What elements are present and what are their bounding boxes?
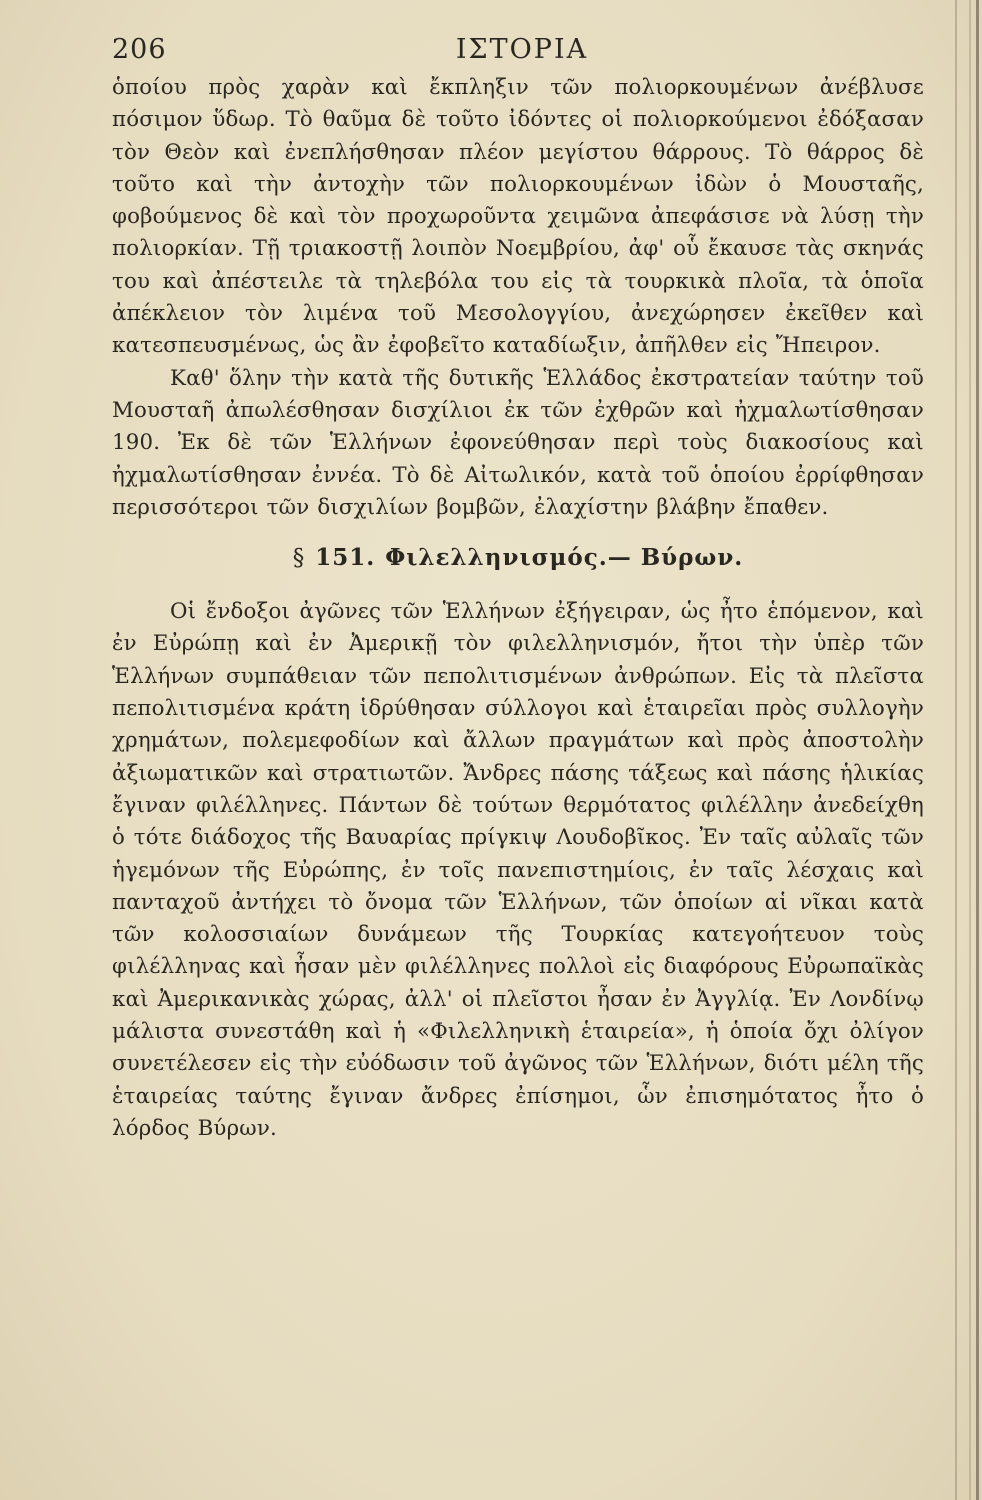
page-edge-line <box>976 0 979 1500</box>
body-text <box>112 72 924 1145</box>
section-sign: § <box>292 545 306 572</box>
paragraph: Καθ' ὅλην τὴν κατὰ τῆς δυτικῆς Ἑλλάδος ἐκστρατείαν ταύτην τοῦ Μουσταῆ ἀπωλέσθησαν δισχίλιοι ἐκ τῶν ἐχθρῶν καὶ ἠχμαλωτίσθησαν 190. Ἐκ δὲ τῶν Ἑλλήνων ἐφονεύθησαν περὶ τοὺς διακοσίους καὶ ἠχμαλωτίσθησαν ἐννέα. Τὸ δὲ Αἰτωλικόν, κατὰ τοῦ ὁποίου ἐρρίφθησαν περισσότεροι τῶν δισχιλίων βομβῶν, ἐλαχίστην βλάβην ἔπαθεν. <box>112 365 924 520</box>
page-edge-line <box>969 0 971 1500</box>
page-header <box>112 34 932 74</box>
paragraph: Οἱ ἔνδοξοι ἀγῶνες τῶν Ἑλλήνων ἐξήγειραν, ὡς ἦτο ἑπόμενον, καὶ ἐν Εὐρώπῃ καὶ ἐν Ἀμερικῇ τὸν φιλελληνισμόν, ἤτοι τὴν ὑπὲρ τῶν Ἑλλήνων συμπάθειαν τῶν πεπολιτισμένων ἀνθρώπων. Εἰς τὰ πλεῖστα πεπολιτισμένα κράτη ἱδρύθησαν σύλλογοι καὶ ἑταιρεῖαι πρὸς συλλογὴν χρημάτων, πολεμεφοδίων καὶ ἄλλων πραγμάτων καὶ πρὸς ἀποστολὴν ἀξιωματικῶν καὶ στρατιωτῶν. Ἄνδρες πάσης τάξεως καὶ πάσης ἡλικίας ἔγιναν φιλέλληνες. Πάντων δὲ τούτων θερμότατος φιλέλλην ἀνεδείχθη ὁ τότε διάδοχος τῆς Βαυαρίας πρίγκιψ Λουδοβῖκος. Ἐν ταῖς αὐλαῖς τῶν ἡγεμόνων τῆς Εὐρώπης, ἐν τοῖς πανεπιστημίοις, ἐν ταῖς λέσχαις καὶ πανταχοῦ ἀντήχει τὸ ὄνομα τῶν Ἑλλήνων, τῶν ὁποίων αἱ νῖκαι κατὰ τῶν κολοσσιαίων δυνάμεων τῆς Τουρκίας κατεγοήτευον τοὺς φιλέλληνας καὶ ἦσαν μὲν φιλέλληνες πολλοὶ εἰς διαφόρους Εὐρωπαϊκὰς καὶ Ἀμερικανικὰς χώρας, ἀλλ' οἱ πλεῖστοι ἦσαν ἐν Ἀγγλίᾳ. Ἐν Λονδίνῳ μάλιστα συνεστάθη καὶ ἡ «Φιλελληνικὴ ἑταιρεία», ἡ ὁποία ὄχι ὀλίγον συνετέλεσεν εἰς τὴν εὐόδωσιν τοῦ ἀγῶνος τῶν Ἑλλήνων, διότι μέλη τῆς ἑταιρείας ταύτης ἔγιναν ἄνδρες ἐπίσημοι, ὧν ἐπισημότατος ἦτο ὁ λόρδος Βύρων. <box>112 599 924 1141</box>
section-heading <box>112 542 924 574</box>
page-number: 206 <box>112 34 167 65</box>
page-edge-line <box>955 0 957 1500</box>
paragraph-continuation: ὁποίου πρὸς χαρὰν καὶ ἔκπληξιν τῶν πολιορκουμένων ἀνέβλυσε πόσιμον ὕδωρ. Τὸ θαῦμα δὲ τοῦτο ἰδόντες οἱ πολιορκούμενοι ἐδόξασαν τὸν Θεὸν καὶ ἐνεπλήσθησαν πλέον μεγίστου θάρρους. Τὸ θάρρος δὲ τοῦτο καὶ τὴν ἀντοχὴν τῶν πολιορκουμένων ἰδὼν ὁ Μουσταῆς, φοβούμενος δὲ καὶ τὸν προχωροῦντα χειμῶνα ἀπεφάσισε νὰ λύσῃ τὴν πολιορκίαν. Τῇ τριακοστῇ λοιπὸν Νοεμβρίου, ἀφ' οὗ ἔκαυσε τὰς σκηνάς του καὶ ἀπέστειλε τὰ τηλεβόλα του εἰς τὰ τουρκικὰ πλοῖα, τὰ ὁποῖα ἀπέκλειον τὸν λιμένα τοῦ Μεσολογγίου, ἀνεχώρησεν ἐκεῖθεν καὶ κατεσπευσμένως, ὡς ἂν ἐφοβεῖτο καταδίωξιν, ἀπῆλθεν εἰς Ἤπειρον. <box>112 75 924 359</box>
section-title: Φιλελληνισμός.— Βύρων. <box>385 544 744 572</box>
section-number: 151. <box>315 544 376 572</box>
running-title: ΙΣΤΟΡΙΑ <box>455 34 589 65</box>
